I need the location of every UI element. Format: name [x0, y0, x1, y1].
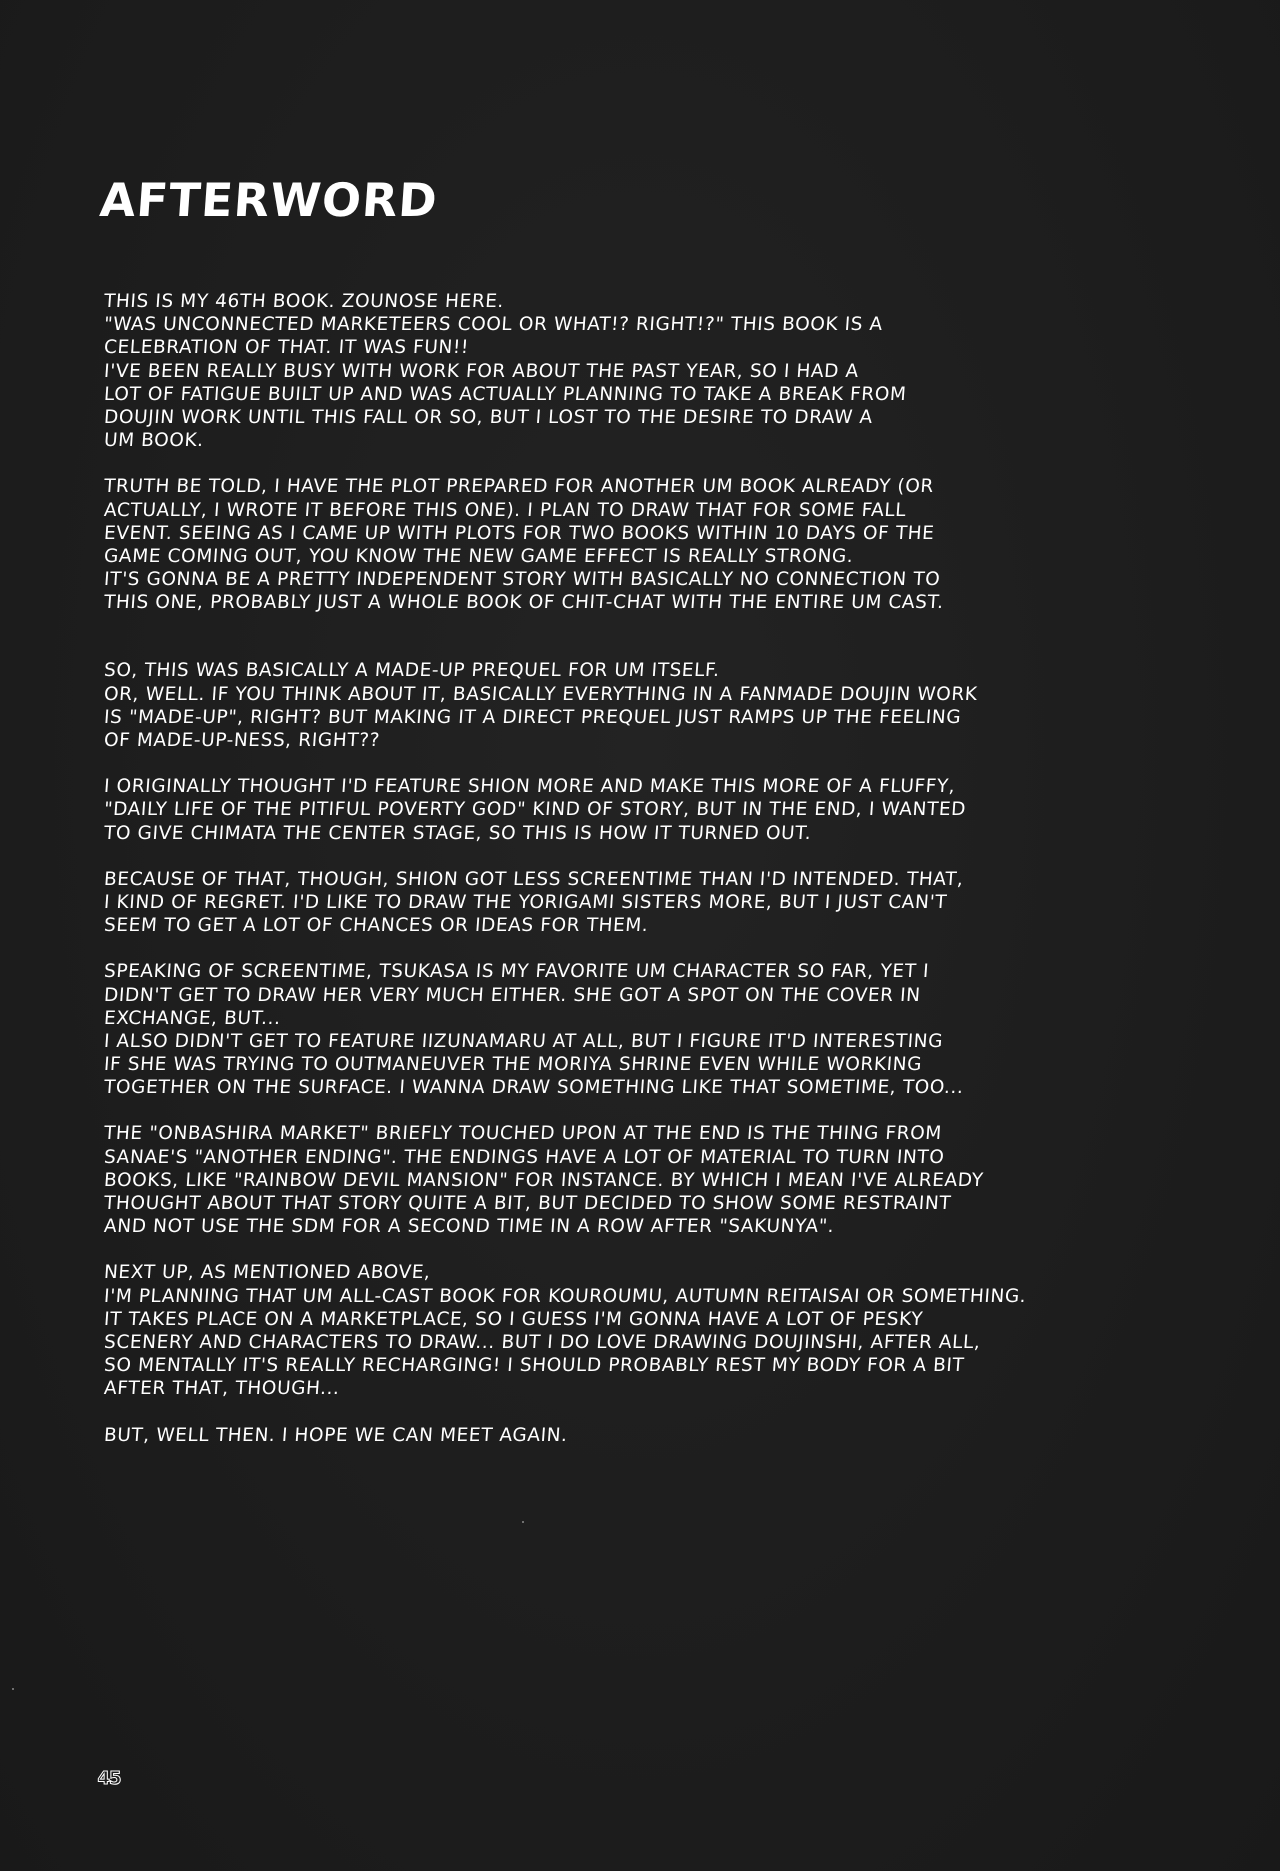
text-line: IF SHE WAS TRYING TO OUTMANEUVER THE MORIYA SHRINE EVEN WHILE WORKING: [103, 1054, 923, 1076]
text-line: OR, WELL. IF YOU THINK ABOUT IT, BASICALLY EVERYTHING IN A FANMADE DOUJIN WORK: [103, 683, 979, 705]
paragraph-6: [104, 960, 1264, 1099]
paragraph-5: [104, 868, 1264, 938]
text-line: CELEBRATION OF THAT. IT WAS FUN!!: [103, 337, 470, 359]
text-line: SO, THIS WAS BASICALLY A MADE-UP PREQUEL FOR UM ITSELF.: [103, 660, 721, 682]
page-title: AFTERWORD: [98, 173, 440, 227]
text-line: UM BOOK.: [103, 430, 205, 452]
text-line: THOUGHT ABOUT THAT STORY QUITE A BIT, BUT DECIDED TO SHOW SOME RESTRAINT: [103, 1193, 952, 1214]
text-line: TO GIVE CHIMATA THE CENTER STAGE, SO THIS IS HOW IT TURNED OUT.: [103, 822, 813, 844]
text-line: THIS ONE, PROBABLY JUST A WHOLE BOOK OF CHIT-CHAT WITH THE ENTIRE UM CAST.: [103, 592, 945, 614]
text-line: I'VE BEEN REALLY BUSY WITH WORK FOR ABOUT THE PAST YEAR, SO I HAD A: [103, 360, 860, 382]
text-line: SANAE'S "ANOTHER ENDING". THE ENDINGS HAVE A LOT OF MATERIAL TO TURN INTO: [103, 1146, 946, 1168]
text-line: EXCHANGE, BUT...: [103, 1007, 282, 1029]
text-line: THIS IS MY 46TH BOOK. ZOUNOSE HERE.: [103, 291, 505, 312]
text-line: TRUTH BE TOLD, I HAVE THE PLOT PREPARED FOR ANOTHER UM BOOK ALREADY (OR: [103, 476, 935, 498]
text-line: NEXT UP, AS MENTIONED ABOVE,: [103, 1262, 432, 1284]
text-line: AND NOT USE THE SDM FOR A SECOND TIME IN A ROW AFTER "SAKUNYA".: [103, 1216, 836, 1238]
text-line: DOUJIN WORK UNTIL THIS FALL OR SO, BUT I LOST TO THE DESIRE TO DRAW A: [103, 406, 874, 428]
text-line: IS "MADE-UP", RIGHT? BUT MAKING IT A DIRECT PREQUEL JUST RAMPS UP THE FEELING: [103, 706, 962, 728]
text-line: SO MENTALLY IT'S REALLY RECHARGING! I SHOULD PROBABLY REST MY BODY FOR A BIT: [103, 1355, 966, 1377]
text-line: BUT, WELL THEN. I HOPE WE CAN MEET AGAIN.: [103, 1424, 569, 1446]
text-line: THE "ONBASHIRA MARKET" BRIEFLY TOUCHED UPON AT THE END IS THE THING FROM: [103, 1123, 943, 1145]
paragraph-4: [104, 775, 1264, 845]
paragraph-3: [104, 659, 1264, 752]
text-line: TOGETHER ON THE SURFACE. I WANNA DRAW SOMETHING LIKE THAT SOMETIME, TOO...: [103, 1077, 965, 1099]
text-line: I'M PLANNING THAT UM ALL-CAST BOOK FOR KOUROUMU, AUTUMN REITAISAI OR SOMETHING.: [103, 1285, 1028, 1307]
text-line: EVENT. SEEING AS I CAME UP WITH PLOTS FOR TWO BOOKS WITHIN 10 DAYS OF THE: [103, 522, 936, 544]
text-line: LOT OF FATIGUE BUILT UP AND WAS ACTUALLY PLANNING TO TAKE A BREAK FROM: [103, 383, 908, 405]
text-line: BECAUSE OF THAT, THOUGH, SHION GOT LESS SCREENTIME THAN I'D INTENDED. THAT,: [103, 868, 965, 890]
text-line: "DAILY LIFE OF THE PITIFUL POVERTY GOD" KIND OF STORY, BUT IN THE END, I WANTED: [103, 799, 967, 821]
paragraph-2: [104, 475, 1264, 614]
text-line: I KIND OF REGRET. I'D LIKE TO DRAW THE YORIGAMI SISTERS MORE, BUT I JUST CAN'T: [103, 891, 948, 913]
paragraph-9: [104, 1424, 1264, 1447]
text-line: OF MADE-UP-NESS, RIGHT??: [103, 730, 381, 751]
text-line: BOOKS, LIKE "RAINBOW DEVIL MANSION" FOR INSTANCE. BY WHICH I MEAN I'VE ALREADY: [103, 1169, 985, 1191]
text-line: I ALSO DIDN'T GET TO FEATURE IIZUNAMARU AT ALL, BUT I FIGURE IT'D INTERESTING: [103, 1030, 944, 1052]
text-line: GAME COMING OUT, YOU KNOW THE NEW GAME EFFECT IS REALLY STRONG.: [103, 545, 855, 567]
text-line: AFTER THAT, THOUGH...: [103, 1378, 341, 1400]
afterword-body: [104, 290, 1264, 1470]
text-line: I ORIGINALLY THOUGHT I'D FEATURE SHION MORE AND MAKE THIS MORE OF A FLUFFY,: [103, 776, 956, 798]
paragraph-1: [104, 290, 1264, 452]
page-number: 45: [97, 1768, 121, 1789]
text-line: SPEAKING OF SCREENTIME, TSUKASA IS MY FAVORITE UM CHARACTER SO FAR, YET I: [103, 961, 930, 983]
paragraph-8: [104, 1261, 1264, 1400]
print-speck: [522, 1521, 524, 1523]
text-line: SEEM TO GET A LOT OF CHANCES OR IDEAS FOR THEM.: [103, 915, 650, 937]
text-line: IT'S GONNA BE A PRETTY INDEPENDENT STORY WITH BASICALLY NO CONNECTION TO: [103, 569, 942, 591]
print-speck: [12, 1688, 14, 1690]
text-line: "WAS UNCONNECTED MARKETEERS COOL OR WHAT!? RIGHT!?" THIS BOOK IS A: [103, 314, 884, 336]
text-line: ACTUALLY, I WROTE IT BEFORE THIS ONE). I PLAN TO DRAW THAT FOR SOME FALL: [103, 499, 907, 521]
paragraph-7: [104, 1122, 1264, 1238]
text-line: SCENERY AND CHARACTERS TO DRAW... BUT I DO LOVE DRAWING DOUJINSHI, AFTER ALL,: [103, 1331, 982, 1353]
text-line: DIDN'T GET TO DRAW HER VERY MUCH EITHER. SHE GOT A SPOT ON THE COVER IN: [103, 984, 922, 1006]
text-line: IT TAKES PLACE ON A MARKETPLACE, SO I GUESS I'M GONNA HAVE A LOT OF PESKY: [103, 1308, 924, 1330]
